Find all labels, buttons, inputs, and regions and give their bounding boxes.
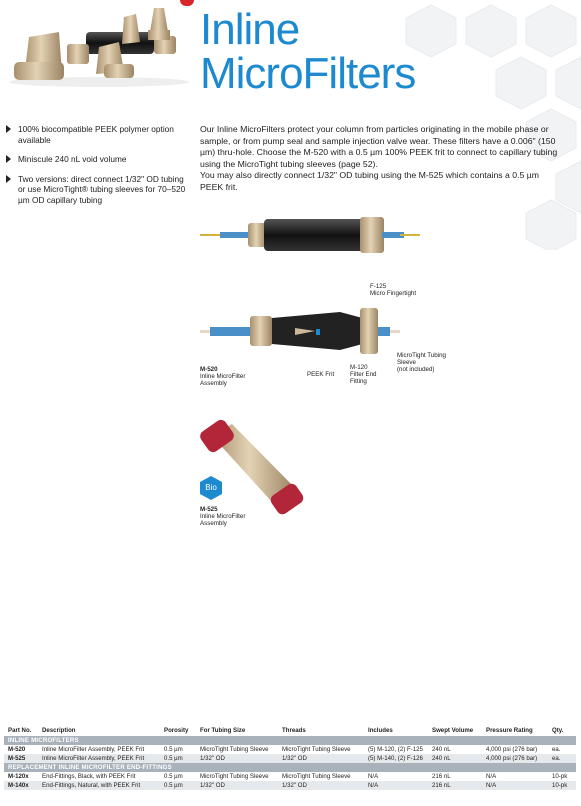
cell-tubing-size: MicroTight Tubing Sleeve xyxy=(200,773,269,780)
feature-text: Two versions: direct connect 1/32" OD tubing or use MicroTight® tubing sleeves for 70–520 µm OD capillary tubing xyxy=(18,173,186,205)
cell-part-no: M-120x xyxy=(8,773,29,780)
label-m520 xyxy=(200,366,260,387)
assembled-filter-image xyxy=(200,205,420,265)
feature-text: Miniscule 240 nL void volume xyxy=(18,154,127,164)
cell-porosity: 0.5 µm xyxy=(164,782,183,789)
cell-pressure-rating: 4,000 psi (276 bar) xyxy=(486,755,538,762)
m525-filter-image xyxy=(200,418,310,518)
table-section-title: INLINE MICROFILTERS xyxy=(4,736,576,745)
cell-includes: (5) M-120, (2) F-125 xyxy=(368,746,423,753)
header-tubing-size: For Tubing Size xyxy=(200,727,246,734)
header-pressure-rating: Pressure Rating xyxy=(486,727,533,734)
header-threads: Threads xyxy=(282,727,306,734)
table-section-title: REPLACEMENT INLINE MICROFILTER END-FITTINGS xyxy=(4,763,576,772)
cell-tubing-size: MicroTight Tubing Sleeve xyxy=(200,746,269,753)
cell-swept-volume: 240 nL xyxy=(432,755,451,762)
cell-includes: (5) M-140, (2) F-126 xyxy=(368,755,423,762)
product-table xyxy=(4,726,576,790)
label-m120-line-1: M-120 xyxy=(350,364,368,371)
title-line-2: MicroFilters xyxy=(200,49,416,98)
intro-paragraph-2: You may also directly connect 1/32" OD tubing using the M-525 which contains a 0.5 µm PEEK frit. xyxy=(200,170,540,192)
header-porosity: Porosity xyxy=(164,727,189,734)
label-m120 xyxy=(350,364,380,385)
intro-text xyxy=(200,124,560,193)
feature-item xyxy=(5,124,190,145)
cell-porosity: 0.5 µm xyxy=(164,755,183,762)
cell-part-no: M-525 xyxy=(8,755,26,762)
cell-part-no: M-520 xyxy=(8,746,26,753)
bio-badge-label: Bio xyxy=(205,483,217,492)
cell-qty: ea. xyxy=(552,755,561,762)
label-sleeve-line-2: (not included) xyxy=(397,366,435,373)
label-m120-line-2: Filter End Fitting xyxy=(350,371,377,385)
bullet-arrow-icon xyxy=(6,125,11,133)
cell-threads: MicroTight Tubing Sleeve xyxy=(282,746,351,753)
cell-qty: ea. xyxy=(552,746,561,753)
label-m525 xyxy=(200,506,260,527)
cell-pressure-rating: 4,000 psi (276 bar) xyxy=(486,746,538,753)
cell-swept-volume: 216 nL xyxy=(432,782,451,789)
cell-threads: MicroTight Tubing Sleeve xyxy=(282,773,351,780)
page-title xyxy=(200,5,416,98)
table-row xyxy=(4,745,576,754)
label-m525-title: M-525 xyxy=(200,506,218,513)
cell-description: Inline MicroFilter Assembly, PEEK Frit xyxy=(42,746,145,753)
label-m520-subtitle: Inline MicroFilter Assembly xyxy=(200,373,246,387)
table-row xyxy=(4,781,576,790)
header-includes: Includes xyxy=(368,727,393,734)
label-sleeve xyxy=(397,352,447,373)
header-qty: Qty. xyxy=(552,727,564,734)
cell-tubing-size: 1/32" OD xyxy=(200,755,225,762)
cell-porosity: 0.5 µm xyxy=(164,746,183,753)
cell-description: End-Fittings, Black, with PEEK Frit xyxy=(42,773,136,780)
product-photo-fittings xyxy=(4,2,194,88)
cell-tubing-size: 1/32" OD xyxy=(200,782,225,789)
header-swept-volume: Swept Volume xyxy=(432,727,474,734)
feature-item xyxy=(5,154,190,165)
cell-porosity: 0.5 µm xyxy=(164,773,183,780)
feature-text: 100% biocompatible PEEK polymer option available xyxy=(18,124,174,145)
cell-description: End-Fittings, Natural, with PEEK Frit xyxy=(42,782,141,789)
table-row xyxy=(4,772,576,781)
table-row xyxy=(4,754,576,763)
label-f125-title: F-125 xyxy=(370,283,387,290)
cell-description: Inline MicroFilter Assembly, PEEK Frit xyxy=(42,755,145,762)
cell-part-no: M-140x xyxy=(8,782,29,789)
cell-includes: N/A xyxy=(368,782,379,789)
bullet-arrow-icon xyxy=(6,175,11,183)
cell-swept-volume: 240 nL xyxy=(432,746,451,753)
feature-list xyxy=(5,124,190,214)
cell-includes: N/A xyxy=(368,773,379,780)
feature-item xyxy=(5,174,190,206)
label-peek-frit: PEEK Frit xyxy=(307,371,335,378)
header-part-no: Part No. xyxy=(8,727,32,734)
header-description: Description xyxy=(42,727,76,734)
label-m525-subtitle: Inline MicroFilter Assembly xyxy=(200,513,246,527)
cell-threads: 1/32" OD xyxy=(282,782,307,789)
cell-qty: 10-pk xyxy=(552,782,568,789)
cutaway-diagram xyxy=(200,300,400,360)
cell-pressure-rating: N/A xyxy=(486,782,497,789)
label-m520-title: M-520 xyxy=(200,366,218,373)
cell-qty: 10-pk xyxy=(552,773,568,780)
title-line-1: Inline xyxy=(200,5,300,54)
cell-swept-volume: 216 nL xyxy=(432,773,451,780)
intro-paragraph-1: Our Inline MicroFilters protect your column from particles originating in the mobile phase or sample, or from pump seal and sample injection valve wear. These filters have a 0.006" (150 µm) thru-hole. Choose the M-520 with a 0.5 µm 100% PEEK frit to connect to capillary tubing using the MicroTight tubing sleeves (page 52). xyxy=(200,124,558,169)
bullet-arrow-icon xyxy=(6,155,11,163)
label-f125 xyxy=(370,283,416,297)
cell-threads: 1/32" OD xyxy=(282,755,307,762)
table-header-row xyxy=(4,726,576,736)
label-sleeve-line-1: MicroTight Tubing Sleeve xyxy=(397,352,446,366)
cell-pressure-rating: N/A xyxy=(486,773,497,780)
label-f125-subtitle: Micro Fingertight xyxy=(370,290,417,297)
